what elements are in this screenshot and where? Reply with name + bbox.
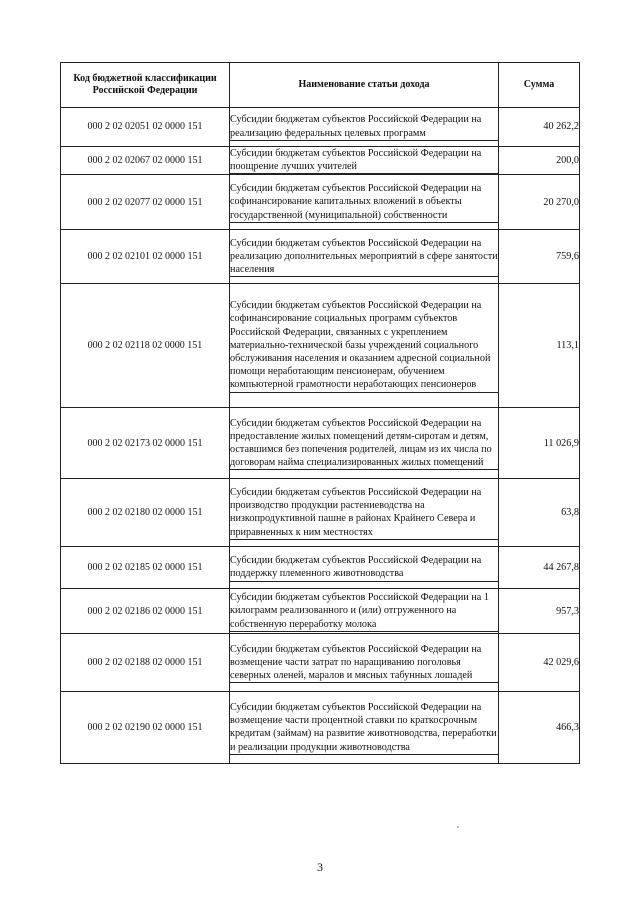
row-name-text: Субсидии бюджетам субъектов Российской Федерации на софинансирование капитальных вложений в объекты государственной (муниципальной) собственности: [230, 182, 498, 223]
row-name-text: Субсидии бюджетам субъектов Российской Федерации на софинансирование социальных программ субъектов Российской Федерации, связанных с укреплением материально-технической базы учреждений социального обслуживания населения и оказанием адресной социальной помощи неработающим пенсионерам, обучением компьютерной грамотности неработающих пенсионеров: [230, 299, 498, 392]
row-name: [230, 547, 499, 589]
table-header-row: [61, 63, 580, 108]
row-code: 000 2 02 02077 02 0000 151: [61, 175, 230, 230]
table-row: [61, 547, 580, 589]
row-name: [230, 284, 499, 408]
header-budget-code: Код бюджетной классификации Российской Федерации: [61, 63, 230, 108]
row-sum: 44 267,8: [499, 547, 580, 589]
table-row: [61, 230, 580, 284]
table-row: [61, 692, 580, 764]
row-sum: 11 026,9: [499, 408, 580, 479]
table-row: [61, 284, 580, 408]
row-name-text: Субсидии бюджетам субъектов Российской Федерации на производство продукции растениеводства на низкопродуктивной пашне в районах Крайнего Севера и приравненных к ним местностях: [230, 486, 498, 540]
row-code: 000 2 02 02186 02 0000 151: [61, 589, 230, 634]
row-code: 000 2 02 02067 02 0000 151: [61, 147, 230, 175]
row-code: 000 2 02 02051 02 0000 151: [61, 108, 230, 147]
row-sum: 113,1: [499, 284, 580, 408]
budget-revenue-table: [60, 62, 580, 764]
row-code: 000 2 02 02180 02 0000 151: [61, 479, 230, 547]
row-name-text: Субсидии бюджетам субъектов Российской Федерации на 1 килограмм реализованного и (или) отгруженного на собственную переработку молока: [230, 591, 498, 632]
row-sum: 42 029,6: [499, 634, 580, 692]
row-code: 000 2 02 02101 02 0000 151: [61, 230, 230, 284]
row-name-text: Субсидии бюджетам субъектов Российской Федерации на реализацию федеральных целевых программ: [230, 113, 498, 140]
row-name: [230, 589, 499, 634]
scan-speck: [457, 826, 459, 828]
row-code: 000 2 02 02188 02 0000 151: [61, 634, 230, 692]
table-row: [61, 147, 580, 175]
table-row: [61, 634, 580, 692]
row-name: [230, 692, 499, 764]
row-name: [230, 230, 499, 284]
row-sum: 200,0: [499, 147, 580, 175]
row-code: 000 2 02 02173 02 0000 151: [61, 408, 230, 479]
row-code: 000 2 02 02190 02 0000 151: [61, 692, 230, 764]
row-name: [230, 634, 499, 692]
row-name: [230, 147, 499, 175]
row-name: [230, 108, 499, 147]
row-sum: 466,3: [499, 692, 580, 764]
row-sum: 63,8: [499, 479, 580, 547]
row-name: [230, 408, 499, 479]
table-row: [61, 479, 580, 547]
header-revenue-name: Наименование статьи дохода: [230, 63, 499, 108]
row-name-text: Субсидии бюджетам субъектов Российской Федерации на реализацию дополнительных мероприятий в сфере занятости населения: [230, 237, 498, 278]
row-code: 000 2 02 02185 02 0000 151: [61, 547, 230, 589]
row-name: [230, 479, 499, 547]
row-sum: 759,6: [499, 230, 580, 284]
row-name-text: Субсидии бюджетам субъектов Российской Федерации на поощрение лучших учителей: [230, 147, 498, 174]
table-row: [61, 108, 580, 147]
row-name-text: Субсидии бюджетам субъектов Российской Федерации на поддержку племенного животноводства: [230, 554, 498, 581]
table-row: [61, 175, 580, 230]
row-code: 000 2 02 02118 02 0000 151: [61, 284, 230, 408]
table-row: [61, 589, 580, 634]
row-sum: 957,3: [499, 589, 580, 634]
header-sum: Сумма: [499, 63, 580, 108]
row-name-text: Субсидии бюджетам субъектов Российской Федерации на возмещение части затрат по наращиванию поголовья северных оленей, маралов и мясных табунных лошадей: [230, 643, 498, 684]
table-row: [61, 408, 580, 479]
row-sum: 20 270,0: [499, 175, 580, 230]
row-name-text: Субсидии бюджетам субъектов Российской Федерации на возмещение части процентной ставки по краткосрочным кредитам (займам) на развитие животноводства, переработки и реализации продукции животноводства: [230, 701, 498, 755]
row-sum: 40 262,2: [499, 108, 580, 147]
row-name: [230, 175, 499, 230]
page-number: 3: [317, 860, 323, 874]
row-name-text: Субсидии бюджетам субъектов Российской Федерации на предоставление жилых помещений детям-сиротам и детям, оставшимся без попечения родителей, лицам из их числа по договорам найма специализированных жилых помещений: [230, 417, 498, 471]
